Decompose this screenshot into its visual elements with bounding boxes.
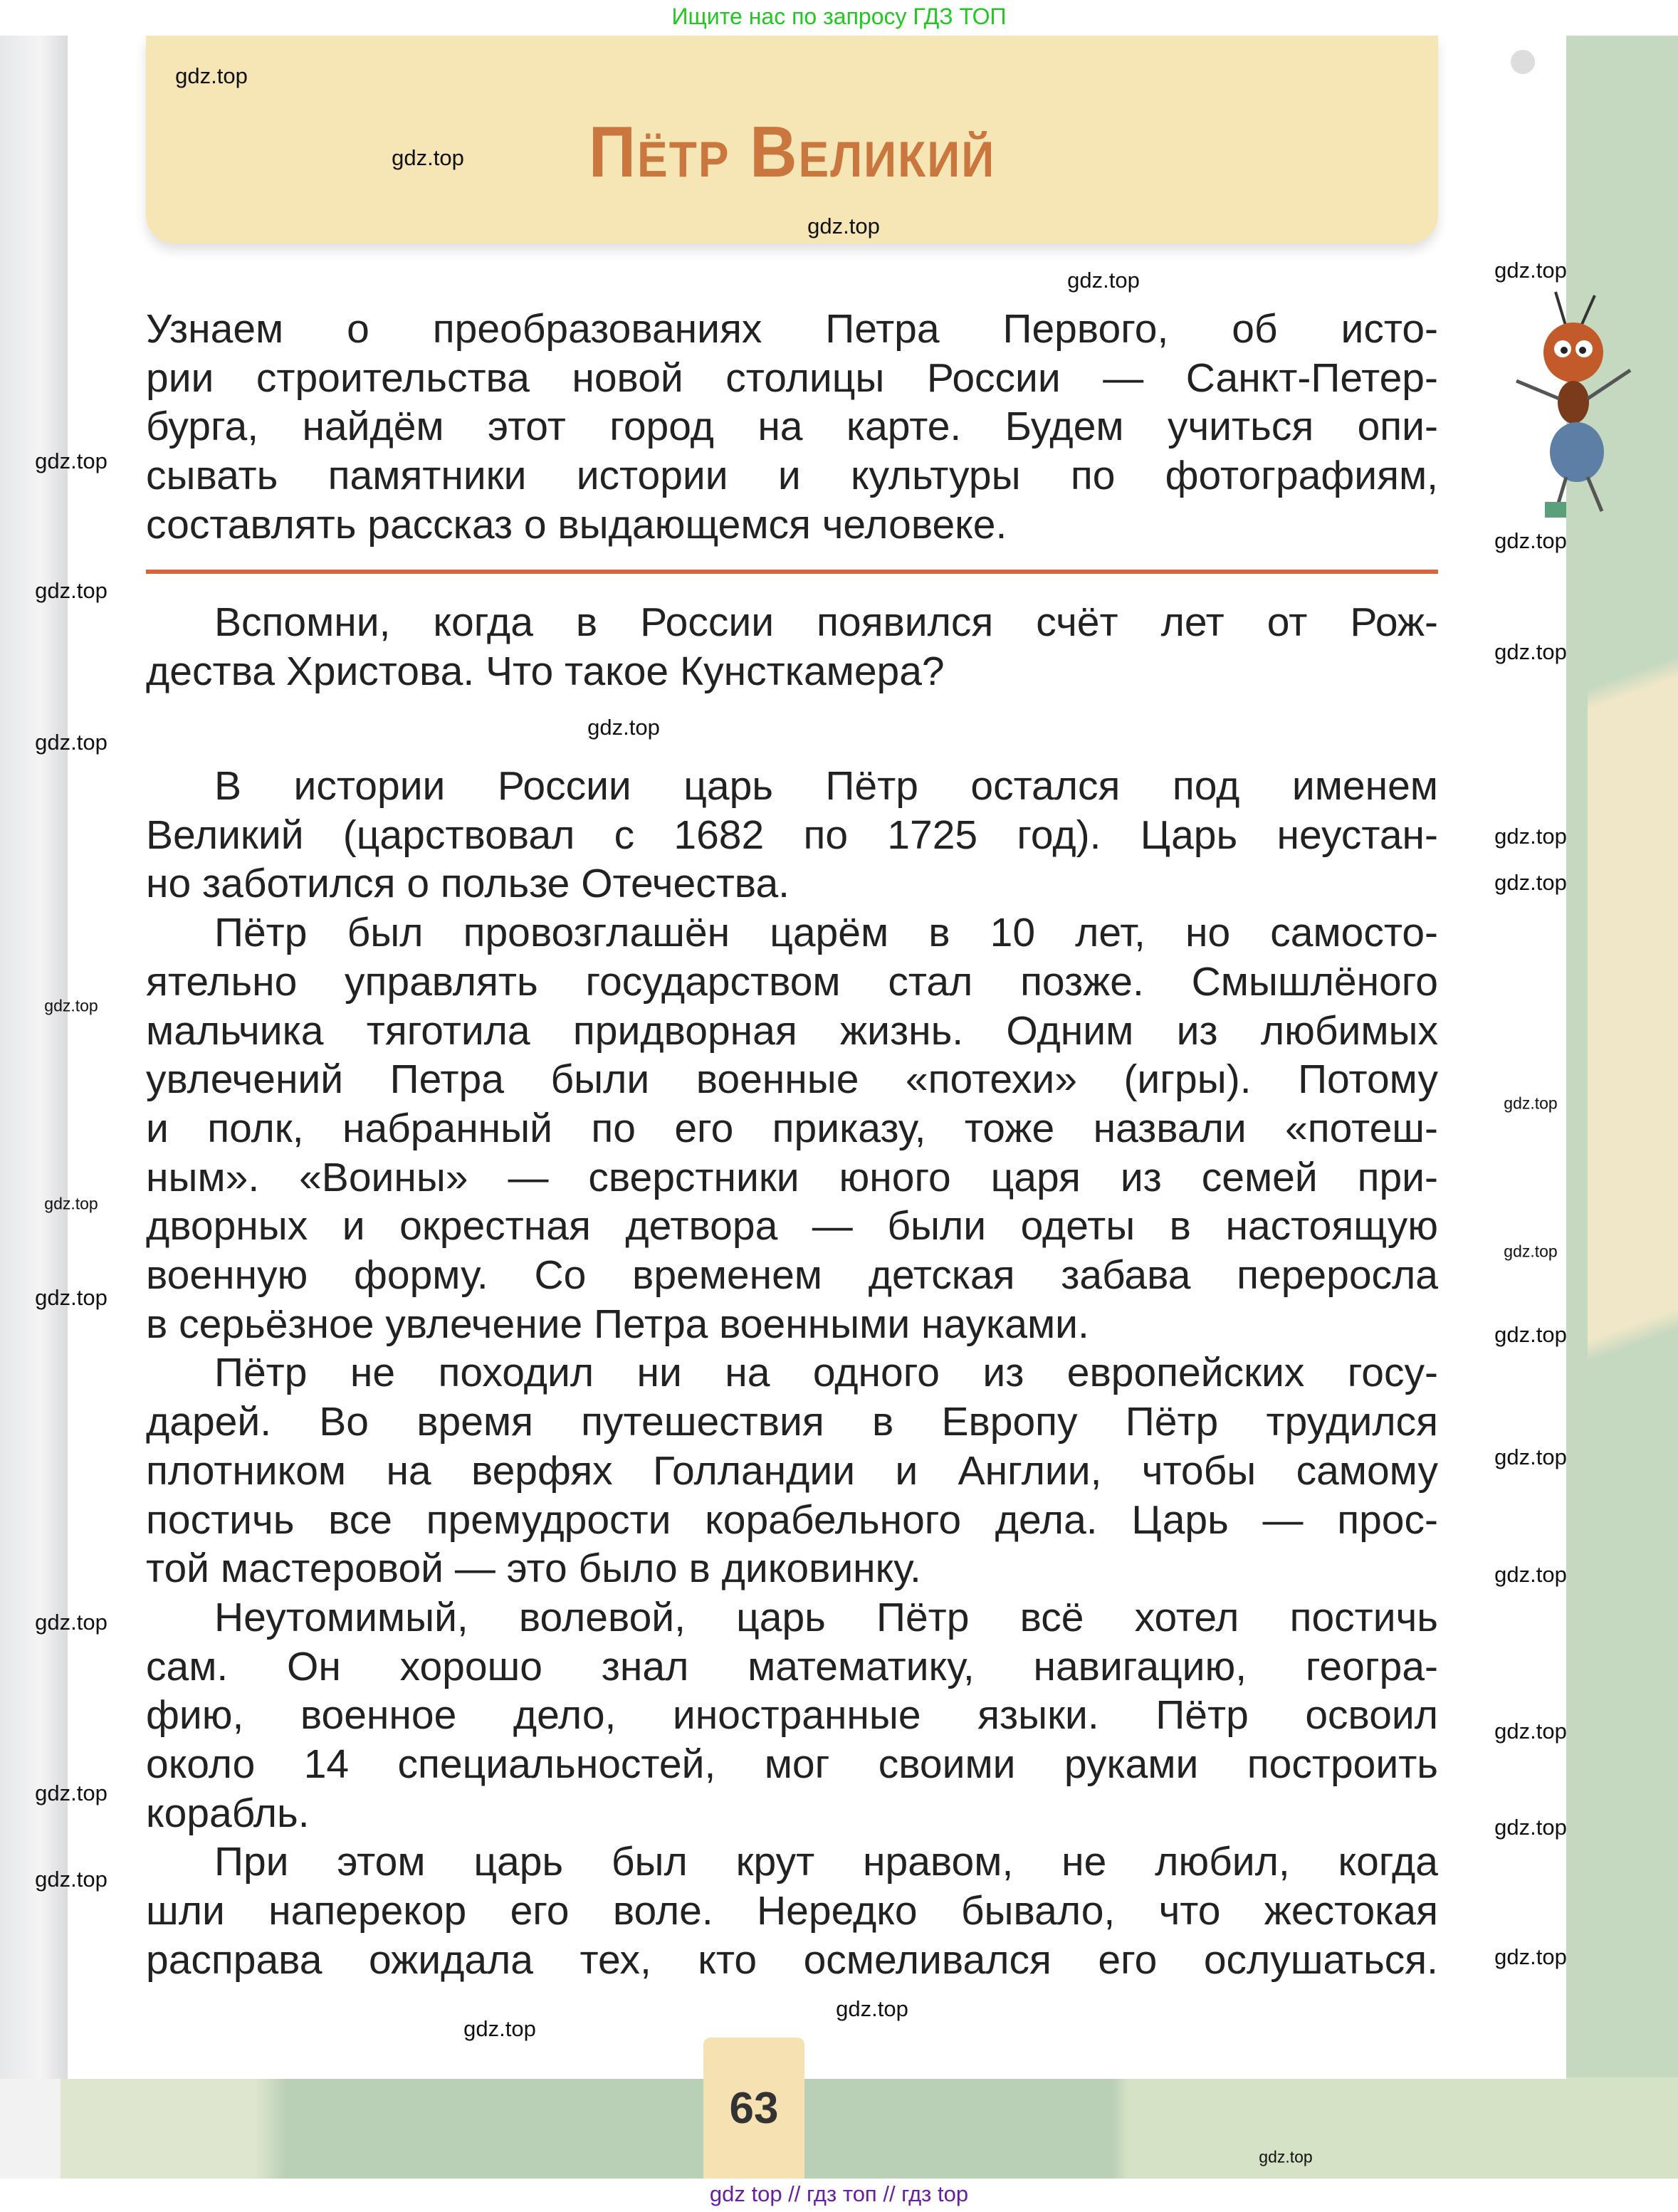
- text-line: мальчика тяготила придворная жизнь. Одним из любимых: [146, 1007, 1438, 1054]
- ant-mascot-illustration: [1488, 285, 1652, 520]
- watermark: gdz.top: [35, 730, 108, 755]
- watermark: gdz.top: [175, 63, 248, 88]
- text-line: бурга, найдём этот город на карте. Будем учиться опи-: [146, 404, 1438, 450]
- text-line: ятельно управлять государством стал позже. Смышлёного: [146, 958, 1438, 1005]
- text-line: шли наперекор его воле. Нередко бывало, что жестокая: [146, 1888, 1438, 1934]
- watermark: gdz.top: [1259, 2147, 1313, 2166]
- watermark: gdz.top: [587, 715, 660, 740]
- title-banner: [146, 36, 1438, 243]
- top-banner: Ищите нас по запросу ГДЗ ТОП: [671, 4, 1007, 29]
- review-question: [146, 598, 1438, 696]
- text-line: дарей. Во время путешествия в Европу Пётр трудился: [146, 1399, 1438, 1445]
- bottom-banner: gdz top // гдз топ // гдз top: [709, 2181, 969, 2206]
- text-line: Узнаем о преобразованиях Петра Первого, об исто-: [146, 306, 1438, 352]
- main-text: [146, 762, 1438, 1985]
- watermark: gdz.top: [44, 1194, 98, 1213]
- text-line: В истории России царь Пётр остался под именем: [214, 763, 1438, 809]
- watermark: gdz.top: [1494, 824, 1567, 849]
- watermark: gdz.top: [1494, 1322, 1567, 1347]
- watermark: gdz.top: [1494, 528, 1567, 553]
- watermark: gdz.top: [463, 2016, 536, 2041]
- watermark: gdz.top: [35, 1867, 108, 1892]
- text-line: около 14 специальностей, мог своими руками построить: [146, 1741, 1438, 1788]
- text-line: сывать памятники истории и культуры по фотографиям,: [146, 453, 1438, 499]
- text-line: в серьёзное увлечение Петра военными науками.: [146, 1301, 1089, 1347]
- text-line: составлять рассказ о выдающемся человеке.: [146, 501, 1007, 547]
- text-line: сам. Он хорошо знал математику, навигацию, геогра-: [146, 1643, 1438, 1689]
- text-line: военную форму. Со временем детская забава переросла: [146, 1252, 1438, 1299]
- watermark: gdz.top: [1494, 1944, 1567, 1969]
- text-line: увлечений Петра были военные «потехи» (игры). Потому: [146, 1057, 1438, 1103]
- bottom-margin-decoration: [61, 2077, 1678, 2179]
- text-line: корабль.: [146, 1790, 310, 1836]
- text-line: фию, военное дело, иностранные языки. Пётр освоил: [146, 1692, 1438, 1739]
- watermark: gdz.top: [1494, 1445, 1567, 1469]
- watermark: gdz.top: [836, 1996, 908, 2021]
- text-line: дворных и окрестная детвора — были одеты в настоящую: [146, 1203, 1438, 1249]
- decorative-dot: [1511, 50, 1535, 74]
- page-fold: [0, 36, 68, 2079]
- watermark: gdz.top: [1504, 1094, 1558, 1113]
- watermark: gdz.top: [392, 145, 464, 170]
- watermark: gdz.top: [1494, 870, 1567, 895]
- watermark: gdz.top: [1494, 1815, 1567, 1840]
- watermark: gdz.top: [35, 449, 108, 473]
- watermark: gdz.top: [44, 996, 98, 1015]
- text-line: дества Христова. Что такое Кунсткамера?: [146, 648, 945, 694]
- watermark: gdz.top: [35, 1610, 108, 1635]
- divider: [146, 570, 1438, 574]
- text-line: Вспомни, когда в России появился счёт лет от Рож-: [214, 599, 1438, 645]
- watermark: gdz.top: [35, 1285, 108, 1310]
- text-line: расправа ожидала тех, кто осмеливался его ослушаться.: [146, 1936, 1438, 1983]
- text-line: плотником на верфях Голландии и Англии, чтобы самому: [146, 1447, 1438, 1494]
- text-line: той мастеровой — это было в диковинку.: [146, 1546, 921, 1592]
- watermark: gdz.top: [1494, 639, 1567, 664]
- text-line: но заботился о пользе Отечества.: [146, 861, 790, 907]
- watermark: gdz.top: [1067, 268, 1140, 293]
- page-title: Пётр Великий: [588, 112, 996, 193]
- watermark: gdz.top: [35, 1781, 108, 1805]
- watermark: gdz.top: [1494, 258, 1567, 283]
- text-line: и полк, набранный по его приказу, тоже назвали «потеш-: [146, 1105, 1438, 1151]
- text-line: Неутомимый, волевой, царь Пётр всё хотел постичь: [214, 1594, 1438, 1640]
- page-number: 63: [729, 2084, 779, 2133]
- text-line: Пётр был провозглашён царём в 10 лет, но самосто-: [214, 910, 1438, 956]
- text-line: ным». «Воины» — сверстники юного царя из семей при-: [146, 1154, 1438, 1200]
- text-line: При этом царь был крут нравом, не любил, когда: [214, 1839, 1438, 1885]
- text-line: Великий (царствовал с 1682 по 1725 год). Царь неустан-: [146, 812, 1438, 858]
- watermark: gdz.top: [1504, 1242, 1558, 1261]
- text-line: постичь все премудрости корабельного дела. Царь — прос-: [146, 1496, 1438, 1543]
- lesson-intro: [146, 305, 1438, 550]
- watermark: gdz.top: [35, 578, 108, 603]
- watermark: gdz.top: [1494, 1562, 1567, 1587]
- text-line: рии строительства новой столицы России — Санкт-Петер-: [146, 355, 1438, 401]
- page-number-tab: [703, 2038, 804, 2179]
- watermark: gdz.top: [807, 214, 880, 239]
- watermark: gdz.top: [1494, 1719, 1567, 1744]
- text-line: Пётр не походил ни на одного из европейских госу-: [214, 1350, 1438, 1396]
